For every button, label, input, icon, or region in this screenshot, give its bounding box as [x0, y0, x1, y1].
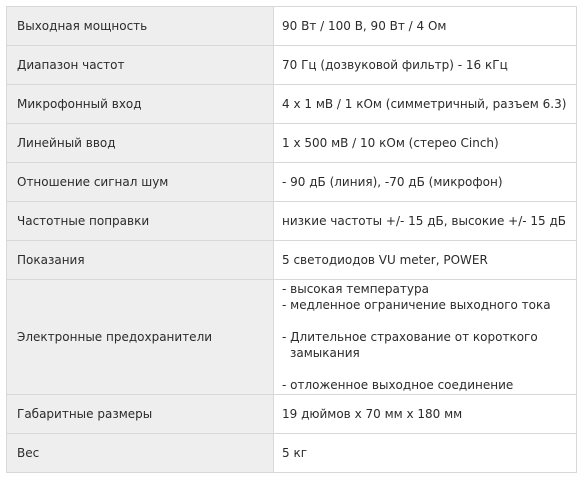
spec-label: Частотные поправки: [7, 202, 274, 241]
fuse-list-cell: [274, 280, 577, 395]
spec-label: Показания: [7, 241, 274, 280]
spec-label: Выходная мощность: [7, 7, 274, 46]
fuse-item-long-protect-line2: замыкания: [290, 346, 360, 360]
spec-label: Микрофонный вход: [7, 85, 274, 124]
spec-label: Габаритные размеры: [7, 395, 274, 434]
spec-label: Отношение сигнал шум: [7, 163, 274, 202]
fuse-item-high-temp: - высокая температура: [282, 282, 429, 296]
fuse-item-delayed-output: - отложенное выходное соединение: [282, 378, 514, 392]
spec-value: 5 кг: [274, 434, 577, 473]
table-row: [7, 46, 577, 85]
fuse-item-long-protect: [282, 329, 566, 361]
table-row: [7, 163, 577, 202]
spec-label: Линейный ввод: [7, 124, 274, 163]
spec-label: Электронные предохранители: [7, 280, 274, 395]
spec-value: 19 дюймов x 70 мм x 180 мм: [274, 395, 577, 434]
table-row: [7, 241, 577, 280]
table-row-fuses: [7, 280, 577, 395]
table-row: [7, 85, 577, 124]
spec-value: низкие частоты +/- 15 дБ, высокие +/- 15 дБ: [274, 202, 577, 241]
fuse-list: [282, 281, 566, 393]
fuse-item-slow-limit: - медленное ограничение выходного тока: [282, 298, 551, 312]
fuse-item-long-protect-line1: - Длительное страхование от короткого: [282, 330, 538, 344]
table-row: [7, 202, 577, 241]
spec-value: 90 Вт / 100 В, 90 Вт / 4 Ом: [274, 7, 577, 46]
spec-value: - 90 дБ (линия), -70 дБ (микрофон): [274, 163, 577, 202]
table-row: [7, 7, 577, 46]
spec-value: 1 x 500 мВ / 10 кОм (стерео Cinch): [274, 124, 577, 163]
spec-label: Диапазон частот: [7, 46, 274, 85]
specifications-table: [6, 6, 577, 473]
spec-label: Вес: [7, 434, 274, 473]
spec-value: 70 Гц (дозвуковой фильтр) - 16 кГц: [274, 46, 577, 85]
table-row: [7, 434, 577, 473]
spec-value: 5 светодиодов VU meter, POWER: [274, 241, 577, 280]
table-row: [7, 124, 577, 163]
table-row: [7, 395, 577, 434]
spec-value: 4 x 1 мВ / 1 кОм (симметричный, разъем 6.3): [274, 85, 577, 124]
